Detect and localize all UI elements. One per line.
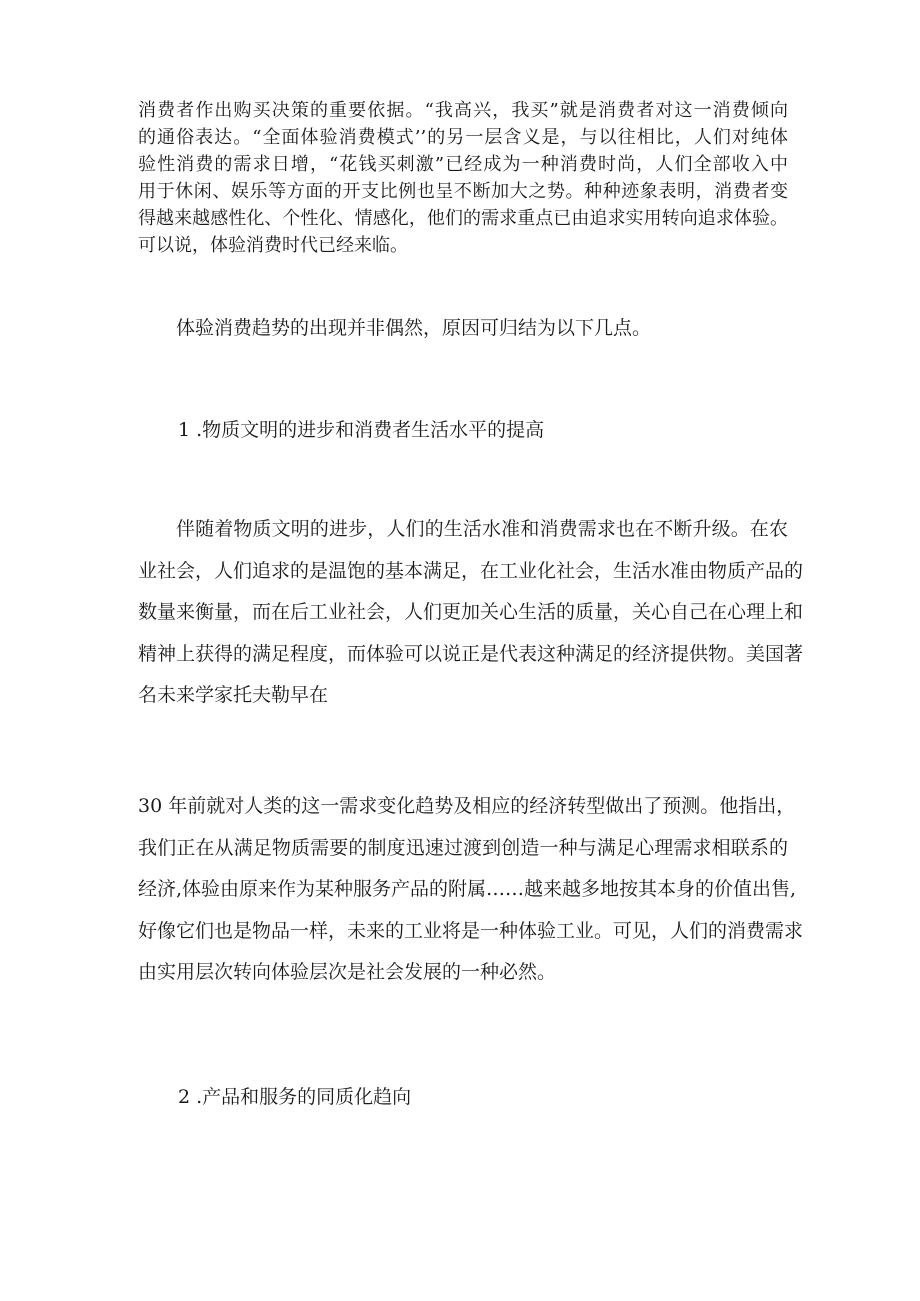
text-line: 的通俗表达。“全面体验消费模式’’的另一层含义是，与以往相比，人们对纯体 <box>138 127 788 148</box>
text-line: 得越来越感性化、个性化、情感化，他们的需求重点已由追求实用转向追求体验。 <box>138 208 788 229</box>
paragraph-intro: 体验消费趋势的出现并非偶然，原因可归结为以下几点。 <box>176 317 652 339</box>
text-line: 精神上获得的满足程度，而体验可以说正是代表这种满足的经济提供物。美国著 <box>138 642 804 665</box>
paragraph-consumer-experience <box>138 97 788 259</box>
text-line: 好像它们也是物品一样，未来的工业将是一种体验工业。可见，人们的消费需求 <box>138 919 804 942</box>
paragraph-prediction <box>138 786 804 994</box>
text-line: 用于休闲、娱乐等方面的开支比例也呈不断加大之势。种种迹象表明，消费者变 <box>138 181 788 202</box>
text-line: 伴随着物质文明的进步，人们的生活水准和消费需求也在不断升级。在农 <box>176 518 788 540</box>
text-line: 可以说，体验消费时代已经来临。 <box>138 235 408 256</box>
text-line: 业社会，人们追求的是温饱的基本满足，在工业化社会，生活水准由物质产品的 <box>138 559 804 582</box>
section-heading-2: 2 .产品和服务的同质化趋向 <box>178 1086 412 1108</box>
text-line: 数量来衡量，而在后工业社会，人们更加关心生活的质量，关心自己在心理上和 <box>138 601 804 623</box>
text-line: 名未来学家托夫勒早在 <box>138 684 329 706</box>
text-line: 经济,体验由原来作为某种服务产品的附属……越来越多地按其本身的价值出售, <box>138 878 797 900</box>
text-line: 由实用层次转向体验层次是社会发展的一种必然。 <box>138 961 557 983</box>
text-line: 30 年前就对人类的这一需求变化趋势及相应的经济转型做出了预测。他指出， <box>138 795 796 817</box>
text-line: 消费者作出购买决策的重要依据。“我高兴，我买”就是消费者对这一消费倾向 <box>138 100 788 121</box>
text-line: 验性消费的需求日增，“花钱买刺激”已经成为一种消费时尚，人们全部收入中 <box>138 154 788 175</box>
text-line: 我们正在从满足物质需要的制度迅速过渡到创造一种与满足心理需求相联系的 <box>138 836 788 859</box>
section-heading-1: 1 .物质文明的进步和消费者生活水平的提高 <box>178 419 545 441</box>
paragraph-civilization <box>138 509 804 717</box>
